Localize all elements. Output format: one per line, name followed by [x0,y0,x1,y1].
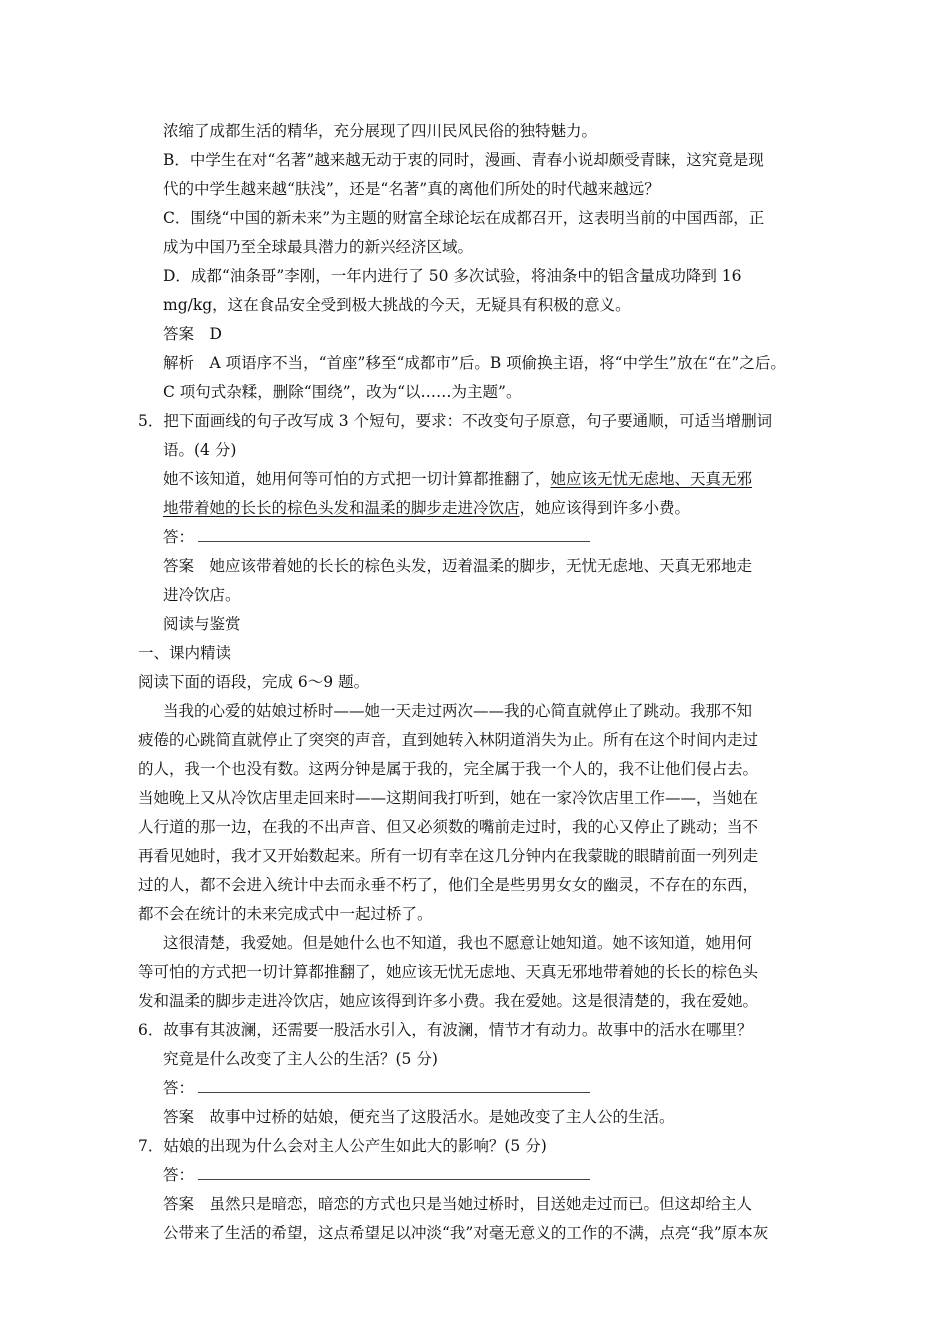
question-5: 5．把下面画线的句子改写成 3 个短句，要求：不改变句子原意，句子要通顺，可适当增删词 [138,412,773,430]
option-c: C．围绕“中国的新未来”为主题的财富全球论坛在成都召开，这表明当前的中国西部，正 [163,209,765,227]
text-line: 语。(4 分) [163,441,237,459]
section-heading: 阅读与鉴赏 [163,615,241,633]
underlined-text: 地带着她的长长的棕色头发和温柔的脚步走进冷饮店 [163,499,520,517]
option-b: B．中学生在对“名著”越来越无动于衷的同时，漫画、青春小说却颇受青睐，这究竟是现 [163,151,764,169]
text-line: mg/kg，这在食品安全受到极大挑战的今天，无疑具有积极的意义。 [163,296,631,314]
passage-line: 发和温柔的脚步走进冷饮店，她应该得到许多小费。我在爱她。这是很清楚的，我在爱她。 [138,992,759,1010]
answer-blank[interactable] [198,540,590,542]
underlined-text: 她应该无忧无虑地、天真无邪 [550,470,753,488]
passage-line: 疲倦的心跳简直就停止了突突的声音，直到她转入林阴道消失为止。所有在这个时间内走过 [138,731,759,749]
passage-line: 过的人，都不会进入统计中去而永垂不朽了，他们全是些男男女女的幽灵，不存在的东西， [138,876,759,894]
answer-line [163,1074,590,1103]
passage-line: 的人，我一个也没有数。这两分钟是属于我的，完全属于我一个人的，我不让他们侵占去。 [138,760,759,778]
sentence-line [163,494,690,523]
option-d: D．成都“油条哥”李刚，一年内进行了 50 多次试验，将油条中的铝含量成功降到 16 [163,267,742,285]
answer-blank[interactable] [198,1178,590,1180]
analysis-4: 解析 A 项语序不当，“首座”移至“成都市”后。B 项偷换主语，将“中学生”放在“在”之后。 [163,354,786,372]
sentence-line [163,465,752,494]
answer-4: 答案 D [163,325,222,343]
passage-line: 当我的心爱的姑娘过桥时——她一天走过两次——我的心简直就停止了跳动。我那不知 [163,702,753,720]
text-line: 公带来了生活的希望，这点希望足以冲淡“我”对毫无意义的工作的不满，点亮“我”原本灰 [163,1224,769,1242]
passage-line: 再看见她时，我才又开始数起来。所有一切有幸在这几分钟内在我蒙眬的眼睛前面一列列走 [138,847,759,865]
text-line: 进冷饮店。 [163,586,241,604]
answer-label: 答： [163,528,195,546]
text-line: 浓缩了成都生活的精华，充分展现了四川民风民俗的独特魅力。 [163,122,598,140]
text-line: C 项句式杂糅，删除“围绕”，改为“以……为主题”。 [163,383,522,401]
instruction: 阅读下面的语段，完成 6～9 题。 [138,673,370,691]
answer-blank[interactable] [198,1091,590,1093]
text-line: 究竟是什么改变了主人公的生活？(5 分) [163,1050,438,1068]
passage-line: 人行道的那一边，在我的不出声音、但又必须数的嘴前走过时，我的心又停止了跳动；当不 [138,818,759,836]
question-7: 7．姑娘的出现为什么会对主人公产生如此大的影响？(5 分) [138,1137,547,1155]
passage-line: 等可怕的方式把一切计算都推翻了，她应该无忧无虑地、天真无邪地带着她的长长的棕色头 [138,963,759,981]
text-line: 代的中学生越来越“肤浅”，还是“名著”真的离他们所处的时代越来越远？ [163,180,660,198]
answer-5: 答案 她应该带着她的长长的棕色头发，迈着温柔的脚步，无忧无虑地、天真无邪地走 [163,557,753,575]
text-line: 成为中国乃至全球最具潜力的新兴经济区域。 [163,238,474,256]
answer-line [163,1161,590,1190]
plain-text: ，她应该得到许多小费。 [519,499,691,517]
passage-line: 这很清楚，我爱她。但是她什么也不知道，我也不愿意让她知道。她不该知道，她用何 [163,934,753,952]
passage-line: 当她晚上又从冷饮店里走回来时——这期间我打听到，她在一家冷饮店里工作——，当她在 [138,789,759,807]
answer-label: 答： [163,1079,195,1097]
subsection-heading: 一、课内精读 [138,644,232,662]
answer-6: 答案 故事中过桥的姑娘，便充当了这股活水。是她改变了主人公的生活。 [163,1108,675,1126]
plain-text: 她不该知道，她用何等可怕的方式把一切计算都推翻了， [163,470,551,488]
question-6: 6．故事有其波澜，还需要一股活水引入，有波澜，情节才有动力。故事中的活水在哪里？ [138,1021,753,1039]
answer-7: 答案 虽然只是暗恋，暗恋的方式也只是当她过桥时，目送她走过而已。但这却给主人 [163,1195,753,1213]
passage-line: 都不会在统计的未来完成式中一起过桥了。 [138,905,433,923]
answer-line [163,523,590,552]
answer-label: 答： [163,1166,195,1184]
